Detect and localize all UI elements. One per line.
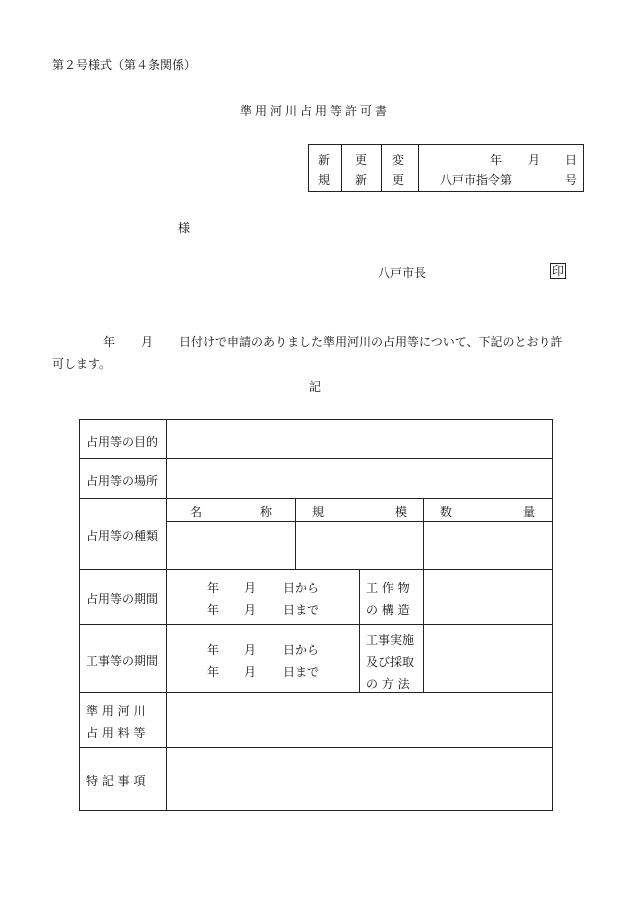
col-quantity-2: 量 bbox=[523, 505, 536, 519]
work-to-day: 日まで bbox=[283, 665, 320, 679]
notes-label: 特 記 事 項 bbox=[86, 774, 146, 788]
date-month: 月 bbox=[528, 153, 541, 167]
renewal-label-2: 新 bbox=[355, 173, 368, 187]
new-label-1: 新 bbox=[318, 153, 331, 167]
designation-number-suffix: 号 bbox=[565, 173, 578, 187]
col-scale-2: 模 bbox=[395, 505, 408, 519]
purpose-label: 占用等の目的 bbox=[86, 435, 159, 449]
col-quantity-1: 数 bbox=[440, 505, 453, 519]
work-to-year: 年 bbox=[207, 665, 220, 679]
period-from-month: 月 bbox=[244, 581, 257, 595]
structure-label-1: 工 作 物 bbox=[366, 581, 410, 595]
work-period-label: 工事等の期間 bbox=[86, 654, 159, 668]
col-name-1: 名 bbox=[190, 505, 203, 519]
type-label: 占用等の種類 bbox=[86, 529, 159, 543]
fee-label-2: 占 用 料 等 bbox=[86, 726, 146, 740]
col-scale-1: 規 bbox=[312, 505, 325, 519]
period-label: 占用等の期間 bbox=[86, 592, 159, 606]
addressee-suffix: 様 bbox=[178, 221, 191, 235]
renewal-label-1: 更 bbox=[355, 153, 368, 167]
work-method-label-3: の 方 法 bbox=[366, 677, 410, 691]
body-line-2: 可します。 bbox=[52, 357, 112, 371]
page-title: 準用河川占用等許可書 bbox=[240, 104, 391, 118]
body-month: 月 bbox=[141, 335, 154, 349]
col-name-2: 称 bbox=[260, 505, 273, 519]
date-year: 年 bbox=[490, 153, 503, 167]
date-day: 日 bbox=[565, 153, 578, 167]
structure-label-2: の 構 造 bbox=[366, 603, 410, 617]
work-from-year: 年 bbox=[207, 643, 220, 657]
work-method-label-1: 工事実施 bbox=[366, 633, 415, 647]
new-label-2: 規 bbox=[318, 173, 331, 187]
period-to-month: 月 bbox=[244, 603, 257, 617]
place-label: 占用等の場所 bbox=[86, 474, 159, 488]
body-year: 年 bbox=[103, 335, 116, 349]
seal-mark: 印 bbox=[552, 264, 565, 278]
fee-label-1: 準 用 河 川 bbox=[86, 704, 146, 718]
work-from-month: 月 bbox=[244, 643, 257, 657]
body-line-1: 日付けで申請のありました準用河川の占用等について、下記のとおり許 bbox=[179, 335, 563, 349]
change-label-2: 更 bbox=[392, 173, 405, 187]
form-number: 第２号様式（第４条関係） bbox=[52, 58, 197, 72]
period-to-day: 日まで bbox=[283, 603, 320, 617]
period-to-year: 年 bbox=[207, 603, 220, 617]
designation-label: 八戸市指令第 bbox=[440, 173, 513, 187]
period-from-year: 年 bbox=[207, 581, 220, 595]
work-method-label-2: 及び採取 bbox=[366, 655, 415, 669]
period-from-day: 日から bbox=[283, 581, 320, 595]
issuer-name: 八戸市長 bbox=[378, 266, 427, 280]
ki-heading: 記 bbox=[309, 380, 322, 394]
change-label-1: 変 bbox=[392, 153, 405, 167]
work-to-month: 月 bbox=[244, 665, 257, 679]
work-from-day: 日から bbox=[283, 643, 320, 657]
